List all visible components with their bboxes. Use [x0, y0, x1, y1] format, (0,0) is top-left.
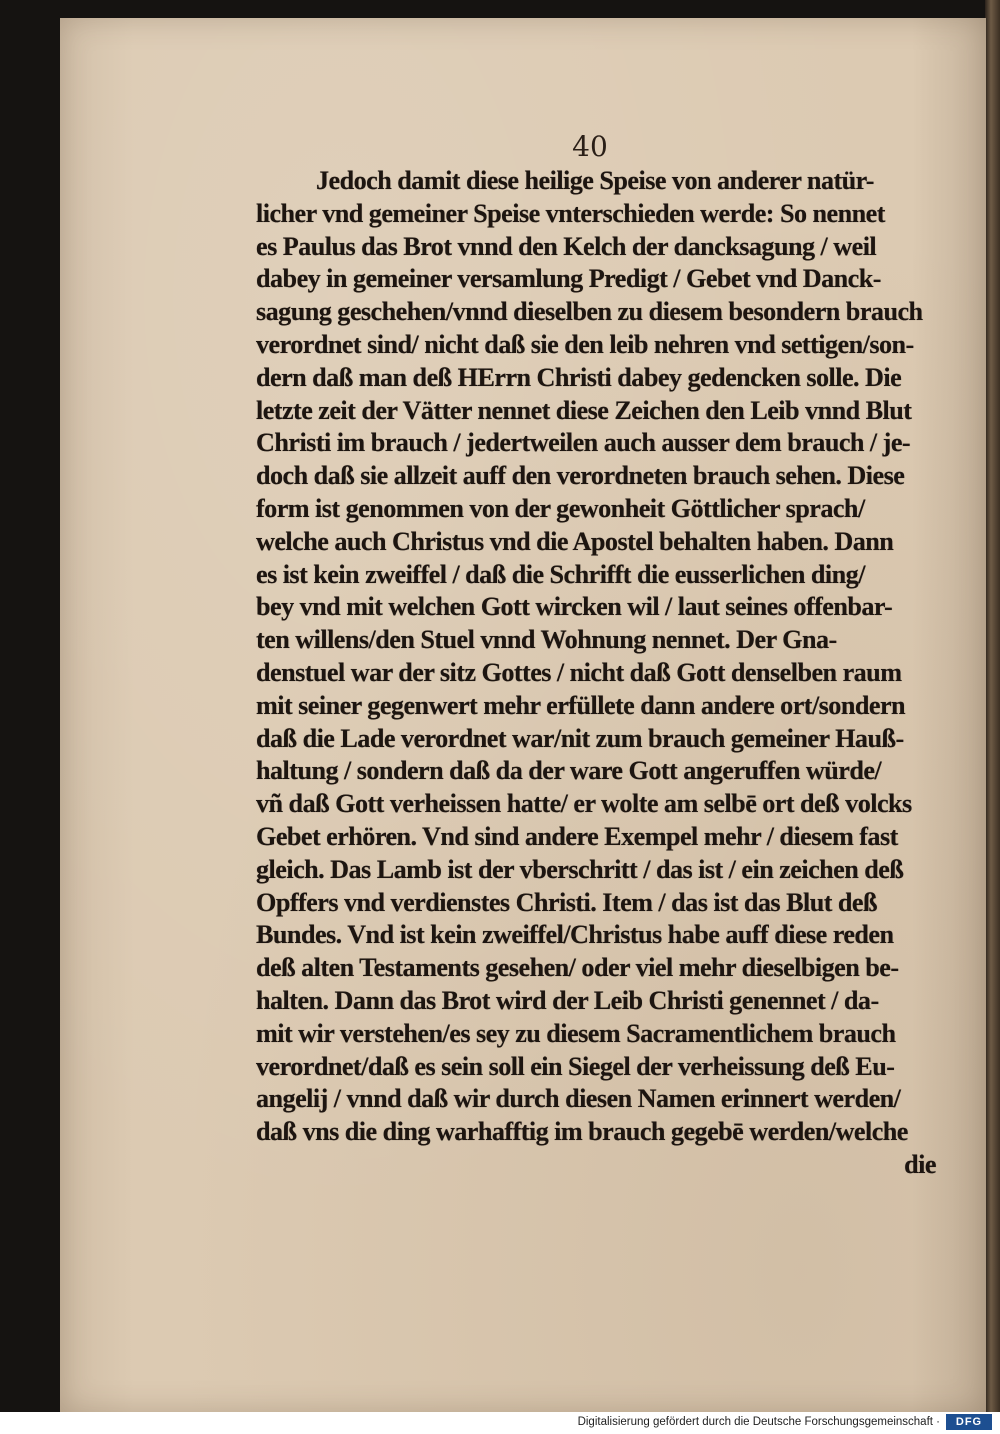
text-line: Jedoch damit diese heilige Speise von anderer natür-: [316, 166, 874, 195]
text-line: gleich. Das Lamb ist der vberschritt / das ist / ein zeichen deß: [256, 854, 904, 884]
text-line: letzte zeit der Vätter nennet diese Zeichen den Leib vnnd Blut: [256, 395, 912, 425]
text-line: halten. Dann das Brot wird der Leib Christi genennet / da-: [256, 985, 879, 1015]
text-line: deß alten Testaments gesehen/ oder viel mehr dieselbigen be-: [256, 953, 899, 983]
text-line: ten willens/den Stuel vnnd Wohnung nennet. Der Gna-: [256, 625, 837, 655]
body-text: [256, 165, 936, 1182]
text-line: verordnet sind/ nicht daß sie den leib nehren vnd settigen/son-: [256, 329, 914, 359]
text-line: doch daß sie allzeit auff den verordneten brauch sehen. Diese: [256, 461, 905, 491]
text-line: mit wir verstehen/es sey zu diesem Sacramentlichem brauch: [256, 1018, 896, 1048]
text-line: es ist kein zweiffel / daß die Schrifft die eusserlichen ding/: [256, 559, 865, 589]
text-line: dern daß man deß HErrn Christi dabey gedencken solle. Die: [256, 362, 902, 392]
text-line: dabey in gemeiner versamlung Predigt / Gebet vnd Danck-: [256, 264, 881, 294]
text-line: Opffers vnd verdienstes Christi. Item / das ist das Blut deß: [256, 887, 877, 917]
dfg-logo-icon: DFG: [946, 1414, 992, 1430]
text-line: haltung / sondern daß da der ware Gott angeruffen würde/: [256, 756, 882, 786]
text-line: form ist genommen von der gewonheit Göttlicher sprach/: [256, 493, 865, 523]
text-line: daß die Lade verordnet war/nit zum brauch gemeiner Hauß-: [256, 723, 904, 753]
footer-credit: Digitalisierung gefördert durch die Deutsche Forschungsgemeinschaft ·: [577, 1416, 940, 1428]
text-line: verordnet/daß es sein soll ein Siegel der verheissung deß Eu-: [256, 1051, 895, 1081]
text-line: es Paulus das Brot vnnd den Kelch der dancksagung / weil: [256, 231, 877, 261]
text-line: sagung geschehen/vnnd dieselben zu diesem besondern brauch: [256, 297, 923, 327]
text-line: bey vnd mit welchen Gott wircken wil / laut seines offenbar-: [256, 592, 893, 622]
page-edge: [985, 0, 1000, 1412]
text-line: daß vns die ding warhafftig im brauch gegebē werden/welche: [256, 1117, 908, 1147]
text-line: Bundes. Vnd ist kein zweiffel/Christus habe auff diese reden: [256, 920, 894, 950]
catchword: die: [904, 1149, 936, 1179]
text-line: vñ daß Gott verheissen hatte/ er wolte am selbē ort deß volcks: [256, 789, 912, 819]
text-line: denstuel war der sitz Gottes / nicht daß Gott denselben raum: [256, 657, 902, 687]
page-number: 40: [572, 130, 608, 163]
text-line: mit seiner gegenwert mehr erfüllete dann andere ort/sondern: [256, 690, 906, 720]
text-line: licher vnd gemeiner Speise vnterschieden werde: So nennet: [256, 198, 885, 228]
text-line: welche auch Christus vnd die Apostel behalten haben. Dann: [256, 526, 894, 556]
text-line: Christi im brauch / jedertweilen auch ausser dem brauch / je-: [256, 428, 911, 458]
text-line: angelij / vnnd daß wir durch diesen Namen erinnert werden/: [256, 1084, 901, 1114]
text-line: Gebet erhören. Vnd sind andere Exempel mehr / diesem fast: [256, 821, 898, 851]
